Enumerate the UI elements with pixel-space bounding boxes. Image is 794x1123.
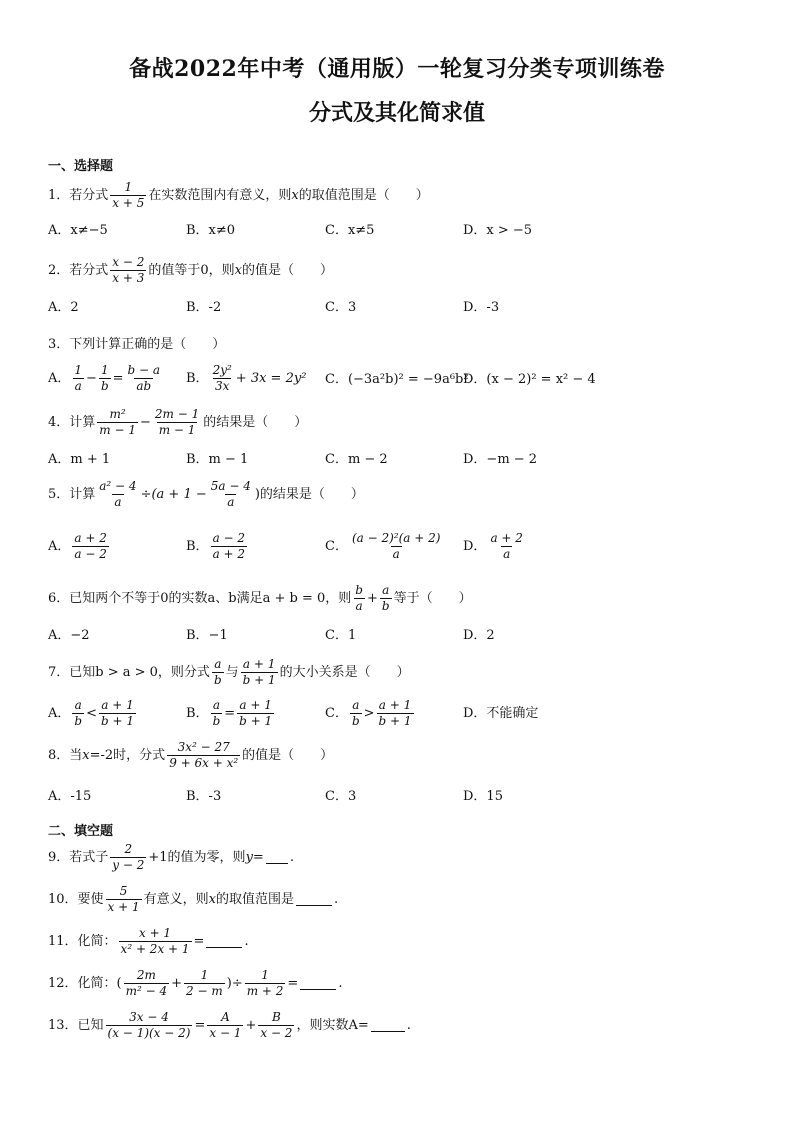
answer-blank[interactable] xyxy=(300,977,336,990)
numerator: A xyxy=(221,1010,230,1024)
option-label: C． xyxy=(325,705,348,721)
denominator: x − 1 xyxy=(209,1026,242,1040)
section-heading-fill: 二、填空题 xyxy=(48,824,114,839)
option-label: B． xyxy=(186,705,209,721)
fraction xyxy=(72,363,84,394)
option-c[interactable]: C．1 xyxy=(325,628,357,643)
answer-blank[interactable] xyxy=(371,1019,405,1032)
question-4: 4．计算 $\frac{\text{m²}}{m - 1}$ − $\frac{2m - 1}{m - 1}$ 的结果是（ ） xyxy=(48,407,308,437)
fraction xyxy=(211,363,234,394)
option-c[interactable]: C．m − 2 xyxy=(325,452,388,467)
option-d[interactable]: D．−m − 2 xyxy=(463,452,538,467)
option-label: A． xyxy=(48,370,71,386)
option-a[interactable]: A．x≠−5 xyxy=(48,223,108,238)
option-label: A． xyxy=(48,705,71,721)
fraction xyxy=(488,531,524,562)
option-label: B． xyxy=(186,538,209,554)
denominator: x² + 2x + 1 xyxy=(120,942,190,956)
fraction xyxy=(124,968,170,999)
denominator: b xyxy=(212,714,221,728)
fraction xyxy=(72,698,84,729)
question-6: 6．已知两个不等于0的实数 a、b满足a + b = 0，则 $\frac{b}{a}$ + $\frac{a}{b}$ 等于（ ） xyxy=(48,583,472,613)
fraction xyxy=(380,583,392,614)
numerator: (a − 2)²(a + 2) xyxy=(351,531,441,545)
denominator: x + 3 xyxy=(112,271,145,285)
numerator: 2m xyxy=(136,968,156,982)
expression: + 3x = 2y² xyxy=(235,370,307,386)
fraction xyxy=(207,1010,243,1041)
fraction xyxy=(110,842,146,873)
question-text: 10．要使 xyxy=(48,891,104,907)
numerator: a xyxy=(352,698,360,712)
denominator: b xyxy=(213,673,222,687)
option-b[interactable] xyxy=(186,363,306,394)
question-text: 等于（ ） xyxy=(393,590,472,606)
question-text: 5．计算 xyxy=(48,486,96,502)
denominator: m − 1 xyxy=(99,423,136,437)
page-subtitle: 分式及其化简求值 xyxy=(308,100,485,126)
operator: )÷ xyxy=(226,975,243,991)
option-b[interactable]: B．-2 xyxy=(186,300,222,315)
fraction xyxy=(245,968,286,999)
numerator: a xyxy=(212,698,220,712)
option-c[interactable]: C．3 xyxy=(325,300,357,315)
numerator: a xyxy=(74,698,82,712)
option-b[interactable]: B．-3 xyxy=(186,789,222,804)
denominator: b xyxy=(74,714,83,728)
numerator: a + 1 xyxy=(378,698,412,712)
denominator: a − 2 xyxy=(74,547,107,561)
numerator: a + 1 xyxy=(239,698,272,712)
numerator: 1 xyxy=(261,968,269,982)
punctuation: . xyxy=(289,849,294,865)
punctuation: . xyxy=(338,975,343,991)
section-heading-choice: 一、选择题 xyxy=(48,159,114,174)
numerator: 1 xyxy=(74,363,83,377)
option-d[interactable]: D．x > −5 xyxy=(463,223,533,238)
question-5 xyxy=(48,479,364,510)
option-c[interactable]: C．3 xyxy=(325,789,357,804)
question-text: 的取值范围是 xyxy=(216,891,295,907)
page-title: 备战2022年中考（通用版）一轮复习分类专项训练卷 xyxy=(129,56,665,82)
denominator: x + 1 xyxy=(107,900,140,914)
numerator: B xyxy=(271,1010,281,1024)
fraction xyxy=(99,698,136,729)
punctuation: . xyxy=(244,933,249,949)
option-a[interactable]: A．m + 1 xyxy=(48,452,111,467)
fraction xyxy=(184,968,225,999)
question-text: 6．已知两个不等于0的实数 xyxy=(48,590,208,606)
answer-blank[interactable] xyxy=(206,935,242,948)
operator: = xyxy=(287,975,299,991)
numerator: 3x² − 27 xyxy=(177,740,230,754)
numerator: a xyxy=(214,657,222,671)
option-a[interactable]: A． $\frac{1}{a}$ − $\frac{1}{b}$ = $\frac{b - a}{ab}$ xyxy=(48,363,161,393)
question-text: a、b满足a + b = 0，则 xyxy=(207,590,352,606)
denominator: a xyxy=(392,547,400,561)
numerator: x + 1 xyxy=(138,926,172,940)
question-text: 与 xyxy=(225,664,239,680)
question-3: 3．下列计算正确的是（ ） xyxy=(48,337,226,352)
question-text: )的结果是（ ） xyxy=(254,486,364,502)
numerator: 5a − 4 xyxy=(210,479,251,493)
fraction xyxy=(106,1010,193,1041)
fraction xyxy=(377,698,414,729)
fraction xyxy=(126,363,163,394)
numerator: 3x − 4 xyxy=(129,1010,169,1024)
question-9 xyxy=(48,842,294,873)
fraction xyxy=(153,407,201,438)
question-2 xyxy=(48,255,333,286)
option-a[interactable]: A．2 xyxy=(48,300,79,315)
denominator: (x − 1)(x − 2) xyxy=(107,1026,191,1040)
fraction xyxy=(241,657,278,688)
question-text: 的值是（ ） xyxy=(242,262,334,278)
question-text: =-2时，分式 xyxy=(89,747,166,763)
question-text: 在实数范围内有意义，则 xyxy=(148,187,292,203)
fraction xyxy=(237,698,274,729)
option-d[interactable]: D．2 xyxy=(463,628,495,643)
denominator: y − 2 xyxy=(112,858,145,872)
question-text: 7．已知b > a > 0，则分式 xyxy=(48,664,210,680)
option-a[interactable] xyxy=(48,698,138,729)
option-b[interactable]: B．x≠0 xyxy=(186,223,236,238)
denominator: m + 2 xyxy=(246,984,284,998)
question-text: 9．若式子 xyxy=(48,849,109,865)
answer-blank[interactable] xyxy=(296,893,332,906)
numerator: a + 2 xyxy=(490,531,523,545)
denominator: ab xyxy=(136,379,152,393)
option-c[interactable] xyxy=(325,531,444,562)
variable: x xyxy=(82,747,90,763)
fraction xyxy=(99,363,111,394)
option-d[interactable]: D．15 xyxy=(463,789,503,804)
numerator: a − 2 xyxy=(212,531,246,545)
denominator: b + 1 xyxy=(378,714,412,728)
punctuation: . xyxy=(334,891,339,907)
option-c[interactable]: C．x≠5 xyxy=(325,223,375,238)
denominator: b + 1 xyxy=(100,714,134,728)
question-text: ，则实数A= xyxy=(296,1017,369,1033)
denominator: a xyxy=(355,599,363,613)
denominator: b xyxy=(351,714,360,728)
question-1 xyxy=(48,180,429,211)
operator: < xyxy=(86,705,97,721)
denominator: m − 1 xyxy=(158,423,196,437)
fraction xyxy=(211,531,247,562)
answer-blank[interactable] xyxy=(266,851,288,864)
fraction xyxy=(106,884,142,915)
denominator: 2 − m xyxy=(186,984,223,998)
numerator: 2y² xyxy=(212,363,232,377)
fraction xyxy=(110,180,146,211)
fraction xyxy=(258,1010,294,1041)
operator: > xyxy=(363,705,375,721)
operator: = xyxy=(193,933,205,949)
question-text: 4．计算 xyxy=(48,414,96,430)
variable: x xyxy=(234,262,242,278)
question-text: 的值是（ ） xyxy=(242,747,334,763)
numerator: x − 2 xyxy=(112,255,145,269)
numerator: 2 xyxy=(124,842,133,856)
operator: + xyxy=(245,1017,257,1033)
denominator: a xyxy=(114,495,122,509)
denominator: b xyxy=(100,379,109,393)
fraction xyxy=(72,531,108,562)
question-text: 12．化简：( xyxy=(48,975,122,991)
expression: ÷(a + 1 − xyxy=(140,486,207,502)
question-text: 13．已知 xyxy=(48,1017,104,1033)
fraction xyxy=(211,698,223,729)
option-label: D． xyxy=(463,538,487,554)
option-b[interactable] xyxy=(186,698,276,729)
question-text: 11．化简： xyxy=(48,933,117,949)
fraction xyxy=(353,583,365,614)
question-text: 有意义，则 xyxy=(143,891,209,907)
variable: y xyxy=(245,849,253,865)
numerator: b xyxy=(355,583,363,597)
denominator: x − 2 xyxy=(260,1026,293,1040)
option-a[interactable]: A．−2 xyxy=(48,628,90,643)
numerator: a + 1 xyxy=(101,698,134,712)
option-b[interactable] xyxy=(186,531,249,562)
denominator: 3x xyxy=(214,379,230,393)
question-12 xyxy=(48,968,342,999)
denominator: x + 5 xyxy=(112,196,145,210)
operator: = xyxy=(194,1017,206,1033)
option-label: A． xyxy=(48,538,71,554)
option-label: B． xyxy=(186,370,209,386)
denominator: a xyxy=(227,495,235,509)
option-d[interactable]: D．(x − 2)² = x² − 4 xyxy=(463,372,596,387)
denominator: b + 1 xyxy=(239,714,273,728)
option-b[interactable]: B．m − 1 xyxy=(186,452,249,467)
variable: x xyxy=(208,891,216,907)
numerator: 1 xyxy=(200,968,209,982)
numerator: a + 1 xyxy=(242,657,276,671)
question-text: 的取值范围是（ ） xyxy=(298,187,429,203)
denominator: 9 + 6x + x² xyxy=(169,756,239,770)
question-text: = xyxy=(252,849,264,865)
option-c[interactable]: C．(−3a²b)² = −9a⁶b² xyxy=(325,372,469,387)
fraction xyxy=(167,740,240,771)
question-text: 的值等于0，则 xyxy=(148,262,235,278)
numerator: 5 xyxy=(119,884,128,898)
fraction xyxy=(212,657,224,688)
numerator: 1 xyxy=(124,180,133,194)
question-text: 的结果是（ ） xyxy=(203,414,308,430)
option-d[interactable] xyxy=(463,531,527,562)
question-10 xyxy=(48,884,338,915)
question-11 xyxy=(48,926,249,957)
question-text: 的大小关系是（ ） xyxy=(279,664,410,680)
numerator: m² xyxy=(109,407,126,421)
numerator: 2m − 1 xyxy=(154,407,200,421)
fraction xyxy=(97,407,138,438)
fraction xyxy=(97,479,138,510)
denominator: b xyxy=(381,599,390,613)
option-a[interactable]: A．-15 xyxy=(48,789,92,804)
question-8 xyxy=(48,740,333,771)
question-7 xyxy=(48,657,410,688)
denominator: a xyxy=(74,379,82,393)
operator: + xyxy=(171,975,183,991)
denominator: b + 1 xyxy=(242,673,276,687)
numerator: b − a xyxy=(127,363,161,377)
numerator: a xyxy=(382,583,390,597)
denominator: a + 2 xyxy=(212,547,246,561)
numerator: a + 2 xyxy=(74,531,107,545)
question-text: +1的值为零，则 xyxy=(148,849,246,865)
denominator: a xyxy=(503,547,511,561)
fraction xyxy=(209,479,253,510)
operator: = xyxy=(224,705,236,721)
denominator: m² − 4 xyxy=(125,984,168,998)
punctuation: . xyxy=(406,1017,411,1033)
fraction xyxy=(119,926,192,957)
question-text: 1．若分式 xyxy=(48,187,109,203)
option-d[interactable]: D．不能确定 xyxy=(463,706,539,721)
option-a[interactable] xyxy=(48,531,111,562)
option-d[interactable]: D．-3 xyxy=(463,300,500,315)
numerator: a² − 4 xyxy=(99,479,137,493)
fraction xyxy=(110,255,146,286)
fraction xyxy=(350,698,362,729)
question-text: 8．当 xyxy=(48,747,83,763)
option-label: C． xyxy=(325,538,348,554)
option-c[interactable] xyxy=(325,698,416,729)
numerator: 1 xyxy=(100,363,109,377)
fraction xyxy=(350,531,442,562)
option-b[interactable]: B．−1 xyxy=(186,628,228,643)
question-text: 2．若分式 xyxy=(48,262,109,278)
question-13 xyxy=(48,1010,411,1041)
variable: x xyxy=(291,187,299,203)
